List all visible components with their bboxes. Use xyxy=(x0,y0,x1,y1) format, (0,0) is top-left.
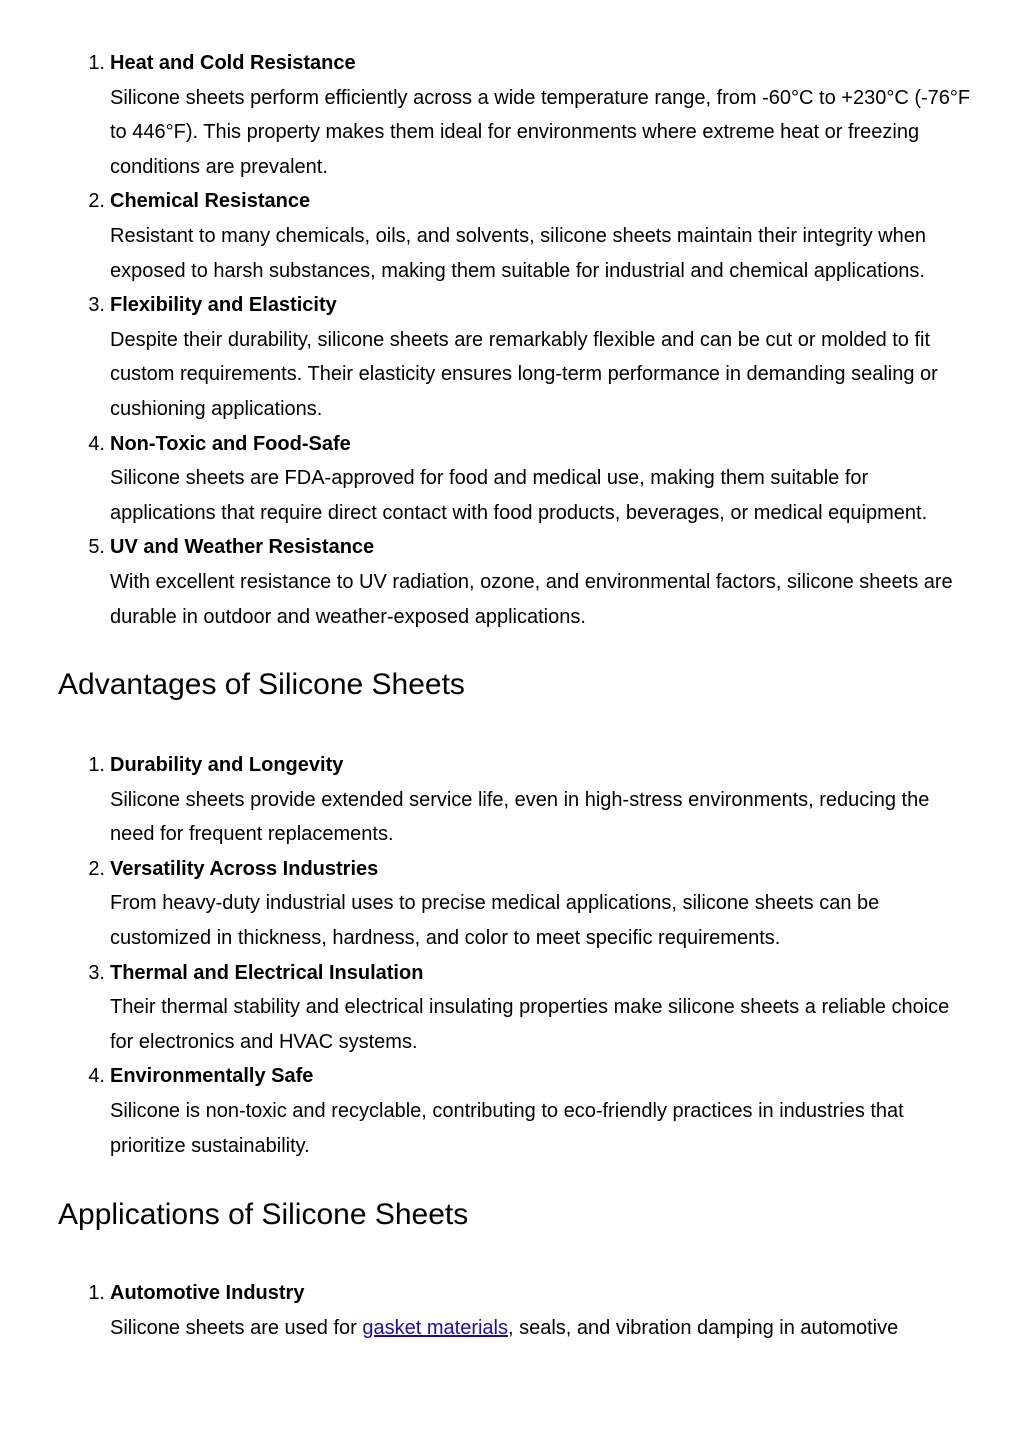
document-page xyxy=(58,46,978,1345)
item-description: Silicone is non-toxic and recyclable, contributing to eco-friendly practices in industries that prioritize sustainability. xyxy=(110,1100,904,1157)
list-item xyxy=(58,427,978,531)
description-text: Silicone sheets are used for xyxy=(110,1316,363,1339)
item-description: Their thermal stability and electrical insulating properties make silicone sheets a reliable choice for electronics and HVAC systems. xyxy=(110,996,950,1053)
item-number: 5. xyxy=(88,536,105,559)
item-description: Silicone sheets perform efficiently across a wide temperature range, from -60°C to +230°C (-76°F to 446°F). This property makes them ideal for environments where extreme heat or freezing conditions are prevalent. xyxy=(110,86,971,178)
applications-list xyxy=(58,1276,978,1345)
item-description: Silicone sheets are FDA-approved for food and medical use, making them suitable for applications that require direct contact with food products, beverages, or medical equipment. xyxy=(110,467,928,524)
section-heading-applications: Applications of Silicone Sheets xyxy=(58,1198,469,1232)
item-number: 3. xyxy=(88,294,105,317)
item-title: Non-Toxic and Food-Safe xyxy=(110,432,351,455)
item-title: UV and Weather Resistance xyxy=(110,536,375,559)
item-title: Durability and Longevity xyxy=(110,754,344,777)
list-item xyxy=(58,46,978,184)
list-item xyxy=(58,184,978,288)
item-title: Environmentally Safe xyxy=(110,1065,314,1088)
list-item xyxy=(58,1059,978,1163)
list-item xyxy=(58,530,978,634)
list-item xyxy=(58,956,978,1060)
item-number: 3. xyxy=(88,961,105,984)
description-text: , seals, and vibration damping in automotive xyxy=(508,1316,899,1339)
advantages-list xyxy=(58,748,978,1163)
section-heading-advantages: Advantages of Silicone Sheets xyxy=(58,668,465,702)
item-title: Chemical Resistance xyxy=(110,190,311,213)
item-title: Heat and Cold Resistance xyxy=(110,52,356,74)
item-number: 1. xyxy=(88,754,105,777)
item-description: From heavy-duty industrial uses to precise medical applications, silicone sheets can be customized in thickness, hardness, and color to meet specific requirements. xyxy=(110,892,880,950)
item-number: 1. xyxy=(88,1282,105,1305)
item-description: With excellent resistance to UV radiation, ozone, and environmental factors, silicone sheets are durable in outdoor and weather-exposed applications. xyxy=(110,570,953,628)
item-number: 2. xyxy=(88,857,105,880)
item-description xyxy=(110,1311,978,1346)
list-item xyxy=(58,288,978,426)
item-description: Resistant to many chemicals, oils, and solvents, silicone sheets maintain their integrity when exposed to harsh substances, making them suitable for industrial and chemical applications. xyxy=(110,224,926,282)
item-number: 1. xyxy=(88,52,105,74)
item-number: 4. xyxy=(88,1065,105,1088)
item-description: Despite their durability, silicone sheets are remarkably flexible and can be cut or molded to fit custom requirements. Their elasticity ensures long-term performance in demanding sealing or cushioning applications. xyxy=(110,328,938,420)
list-item xyxy=(58,748,978,852)
item-number: 2. xyxy=(88,190,105,213)
item-number: 4. xyxy=(88,432,105,455)
list-item xyxy=(58,852,978,956)
item-title: Thermal and Electrical Insulation xyxy=(110,961,424,984)
item-description: Silicone sheets provide extended service life, even in high-stress environments, reducing the need for frequent replacements. xyxy=(110,788,930,846)
item-title: Flexibility and Elasticity xyxy=(110,294,337,317)
list-item xyxy=(58,1276,978,1345)
item-title: Versatility Across Industries xyxy=(110,857,379,880)
properties-list xyxy=(58,46,978,634)
item-title: Automotive Industry xyxy=(110,1282,305,1305)
gasket-materials-link[interactable]: gasket materials xyxy=(362,1316,508,1339)
